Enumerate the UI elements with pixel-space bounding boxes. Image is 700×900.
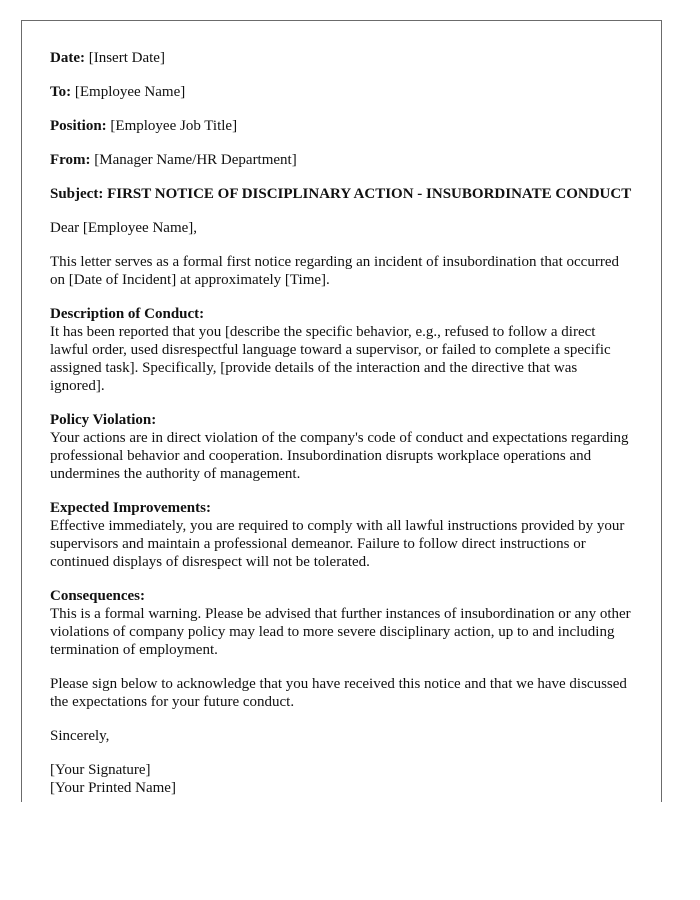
letter-page <box>21 20 662 802</box>
section-heading: Policy Violation: <box>50 412 157 428</box>
section-heading: Expected Improvements: <box>50 500 211 516</box>
to-label: To: <box>50 84 72 100</box>
to-line <box>50 83 633 101</box>
signature-line: [Your Signature] <box>50 762 151 778</box>
from-line <box>50 151 633 169</box>
signature-block <box>50 761 633 797</box>
section-heading: Consequences: <box>50 588 146 604</box>
from-value: [Manager Name/HR Department] <box>94 152 297 168</box>
acknowledgment-paragraph: Please sign below to acknowledge that you have received this notice and that we have discussed the expectations for your future conduct. <box>50 676 627 710</box>
date-value: [Insert Date] <box>88 50 165 66</box>
date-label: Date: <box>50 50 85 66</box>
section-body: Effective immediately, you are required to comply with all lawful instructions provided by your supervisors and maintain a professional demeanor. Failure to follow direct instructions or continued displays of disrespect will not be tolerated. <box>50 518 625 570</box>
closing: Sincerely, <box>50 728 110 744</box>
printed-name-line: [Your Printed Name] <box>50 780 176 796</box>
section-consequences <box>50 587 633 659</box>
position-label: Position: <box>50 118 107 134</box>
section-heading: Description of Conduct: <box>50 306 205 322</box>
from-label: From: <box>50 152 91 168</box>
intro-paragraph: This letter serves as a formal first notice regarding an incident of insubordination that occurred on [Date of Incident] at approximately [Time]. <box>50 254 619 288</box>
section-body: This is a formal warning. Please be advised that further instances of insubordination or any other violations of company policy may lead to more severe disciplinary action, up to and including termination of employment. <box>50 606 631 658</box>
subject-label: Subject: <box>50 186 104 202</box>
section-expected-improvements <box>50 499 633 571</box>
subject-line <box>50 185 633 203</box>
position-line <box>50 117 633 135</box>
date-line <box>50 49 633 67</box>
section-body: It has been reported that you [describe the specific behavior, e.g., refused to follow a direct lawful order, used disrespectful language toward a supervisor, or failed to complete a specific assigned task]. Specifically, [provide details of the interaction and the directive that was ignored]. <box>50 324 611 394</box>
section-policy-violation <box>50 411 633 483</box>
salutation: Dear [Employee Name], <box>50 220 198 236</box>
to-value: [Employee Name] <box>74 84 186 100</box>
section-body: Your actions are in direct violation of the company's code of conduct and expectations regarding professional behavior and cooperation. Insubordination disrupts workplace operations and undermines the authority of management. <box>50 430 629 482</box>
section-description-of-conduct <box>50 305 633 395</box>
subject-value: FIRST NOTICE OF DISCIPLINARY ACTION - INSUBORDINATE CONDUCT <box>107 186 632 202</box>
position-value: [Employee Job Title] <box>110 118 238 134</box>
